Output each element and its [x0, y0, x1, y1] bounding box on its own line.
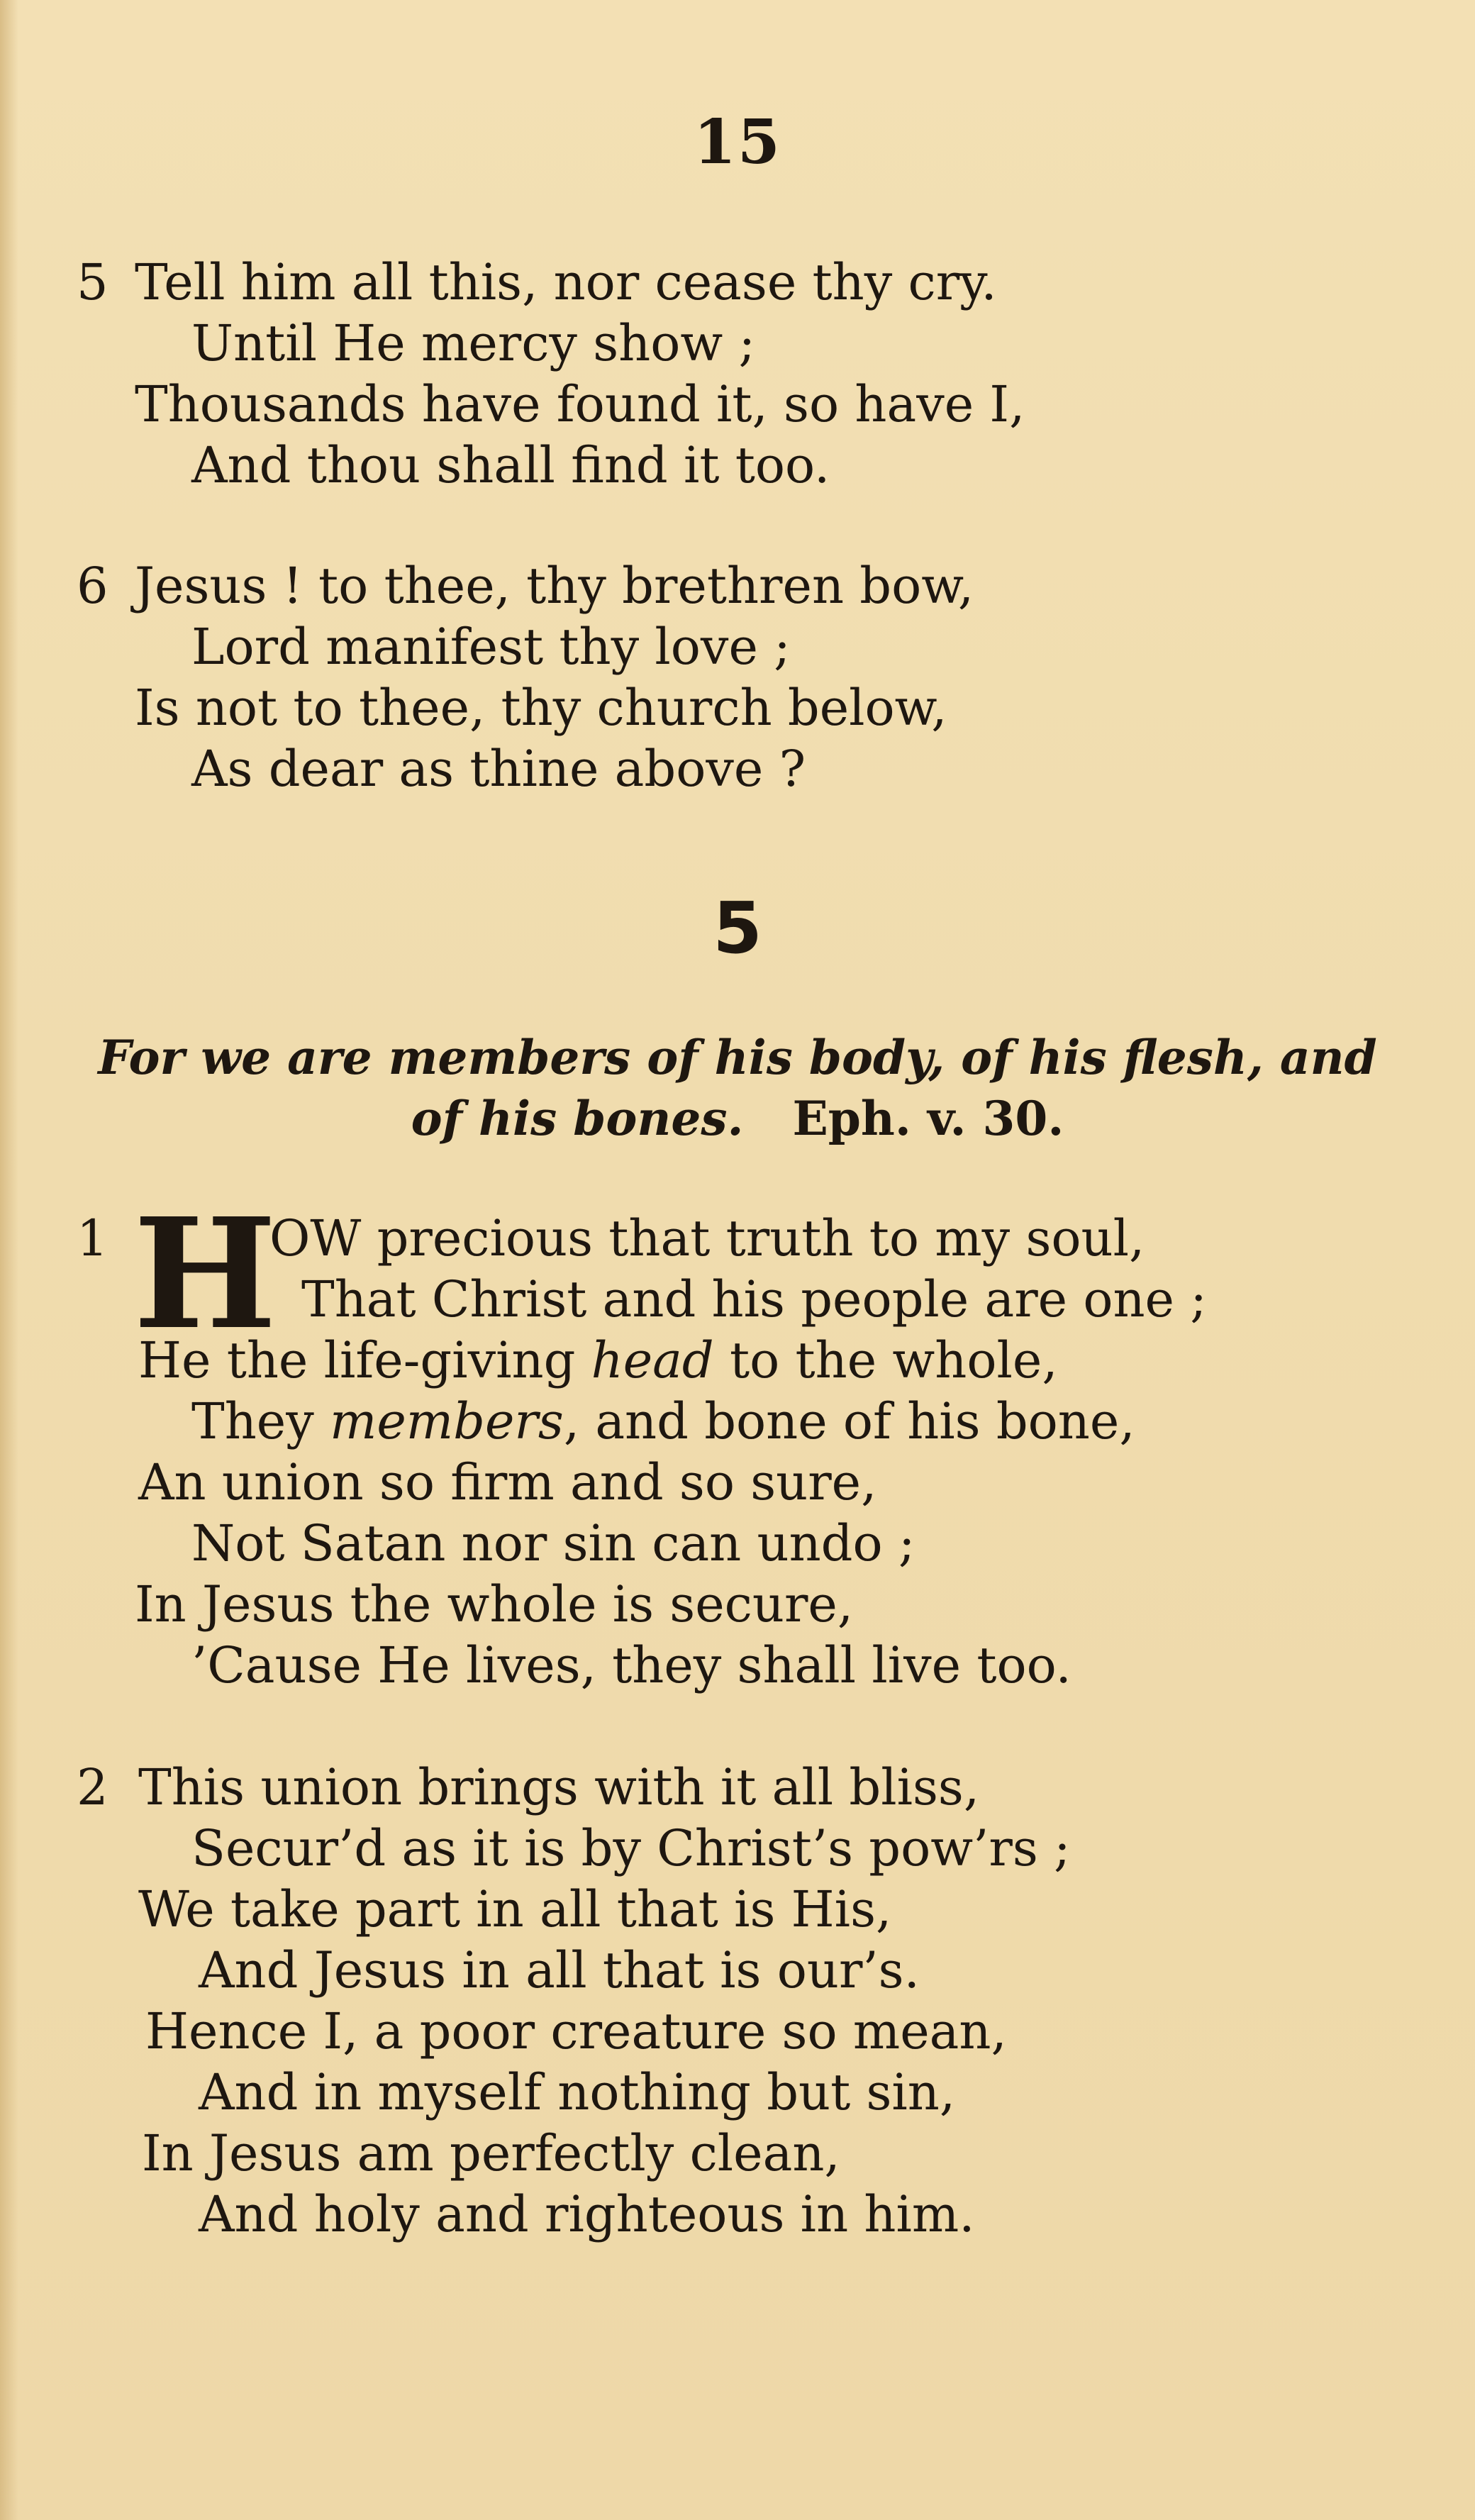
verse-number: 2: [77, 1758, 108, 1816]
verse-line: [191, 1391, 1135, 1452]
verse-line: That Christ and his people are one ;: [301, 1270, 1207, 1328]
verse-line: Jesus ! to thee, thy brethren bow,: [135, 557, 974, 615]
scripture-reference: Eph. v. 30.: [792, 1091, 1064, 1146]
hymn-number: 5: [713, 887, 762, 970]
epigraph-italic: of his bones.: [411, 1091, 744, 1146]
verse-text: , and bone of his bone,: [563, 1392, 1135, 1450]
verse-line: In Jesus the whole is secure,: [135, 1575, 854, 1633]
verse-line: Not Satan nor sin can undo ;: [191, 1514, 915, 1572]
verse-line: Thousands have found it, so have I,: [135, 375, 1025, 433]
verse-number: 6: [77, 557, 108, 615]
verse-line: As dear as thine above ?: [191, 740, 806, 798]
verse-line: An union so firm and so sure,: [138, 1453, 877, 1511]
verse-line: Tell him all this, nor cease thy cry.: [135, 253, 997, 311]
verse-line: This union brings with it all bliss,: [138, 1758, 980, 1816]
drop-cap: H: [133, 1185, 277, 1363]
verse-line: And thou shall find it too.: [191, 436, 830, 494]
verse-emphasis: head: [591, 1331, 714, 1389]
verse-line: Lord manifest thy love ;: [191, 618, 791, 676]
verse-number: 5: [77, 253, 108, 311]
verse-line: Secur’d as it is by Christ’s pow’rs ;: [191, 1819, 1071, 1877]
verse-number: 1: [77, 1209, 108, 1267]
verse-line: Is not to thee, thy church below,: [135, 679, 947, 737]
verse-text: They: [191, 1392, 330, 1450]
verse-line: And in myself nothing but sin,: [199, 2063, 956, 2121]
verse-line: Hence I, a poor creature so mean,: [145, 2002, 1007, 2060]
verse-line: In Jesus am perfectly clean,: [142, 2124, 840, 2182]
verse-text: to the whole,: [713, 1331, 1058, 1389]
epigraph-line-1: For we are members of his body, of his flesh, and: [98, 1030, 1377, 1085]
epigraph-line-2: [0, 1088, 1475, 1149]
verse-line: And Jesus in all that is our’s.: [199, 1941, 920, 1999]
verse-line: ’Cause He lives, they shall live too.: [191, 1636, 1072, 1694]
verse-emphasis: members: [330, 1392, 564, 1450]
verse-line: We take part in all that is His,: [138, 1880, 892, 1938]
verse-line: Until He mercy show ;: [191, 314, 756, 372]
verse-line: And holy and righteous in him.: [199, 2185, 975, 2243]
verse-text: He the life-giving: [138, 1331, 591, 1389]
page-number: 15: [694, 106, 781, 178]
verse-line: OW precious that truth to my soul,: [269, 1209, 1145, 1267]
